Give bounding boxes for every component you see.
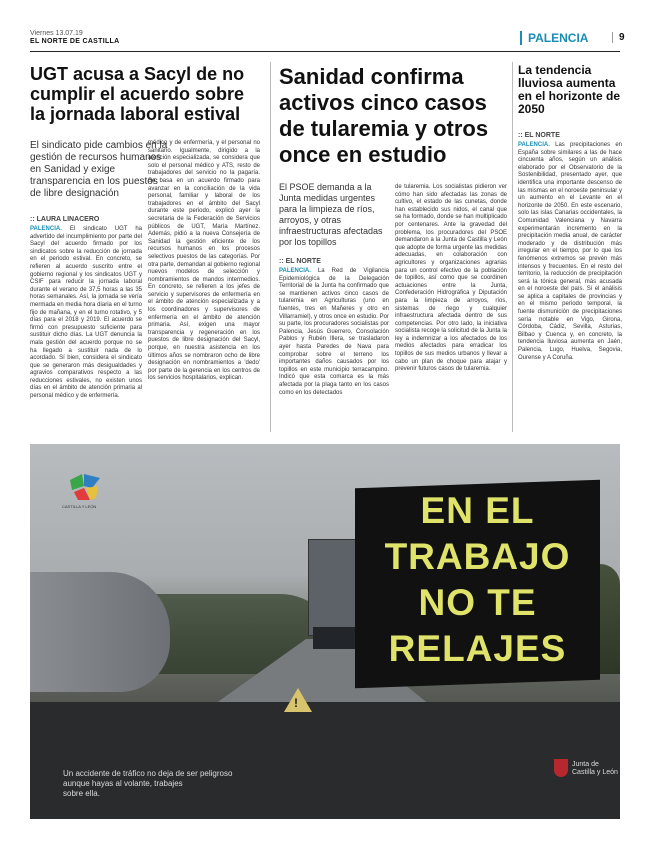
story1-text-1: El sindicato UGT ha advertido del incumplimiento por parte del Sacyl del acuerdo firmado por los sindicatos sobre la reducción de jornada en el periodo estival. En concreto, se refieren al acuerdo suscrito entre el gobierno regional y los sindicatos UGT y CSIF para reducir la jornada laboral durante el verano de 37,5 horas a las 35 horas semanales. Así, la jornada se vería mermada en media hora diaria en el turno fijo de mañana, y en el turno rotativo, y 5 días para el 2018 y 2019. El acuerdo se firmó con presupuesto suficiente para sustituir dicho días. La UGT denuncia la mala gestión del acuerdo porque no se ha llegado a sustituir nada de lo acordado. Sí bien, considera el sindicato que se generaron más desigualdades y agravios comparativos respecto a las reducciones estivales, no existen unos días en el ámbito de atención primaria al personal médico y de enfermería. [30,226,142,400]
road-safety-advertisement [30,444,620,819]
column-divider [512,62,513,432]
ad-dashboard [30,702,620,819]
story2-column-1 [279,268,389,397]
newspaper-name: EL NORTE DE CASTILLA [30,38,120,45]
story3-headline: La tendencia lluviosa aumenta en el horizonte de 2050 [518,63,621,116]
castilla-leon-logo-icon [68,472,102,502]
ad-logo-caption: CASTILLA Y LEÓN [62,504,97,509]
ad-slogan [360,488,595,672]
story2-subhead: El PSOE demanda a la Junta medidas urgentes para la limpieza de ríos, arroyos, y otras infraestructuras afectadas por los topillos [279,182,383,247]
ad-slogan-line: NO TE [418,582,537,623]
story3-text-1: Las precipitaciones en España sobre similares a las de hace cincuenta años, según un análisis elaborado por el Observatorio de la Sostenibilidad, presentado ayer, que identifica una importante descenso de las mismas en el noroeste peninsular y un aumento en el Levante en el horizonte de 2050. En este escenario, solo las islas Canarias occidentales, la Comunidad Valenciana y Navarra experimentarán incremento en la precipitación media anual, de carácter moderado y de distribución más irregular en el tiempo, por lo que los fenómenos extremos se prevén más intensos y frecuentes. En el resto del territorio, la reducción de precipitación será la tónica general, más acusada en el noroeste del país. Si el análisis se aplica a capitales de provincias y en el mismo periodo temporal, la fuente dismunición de precipitaciones sería notable en Vigo, Girona, Córdoba, Cádiz, Sevilla, Asturias, Bilbao y Cuenca y, en concreto, la tendencia lluviosa aumenta en Jaén, Palencia, Lugo, Huelva, Segovia, Ourense y A Coruña. [518,142,622,361]
story1-column-2: médico y de enfermería, y el personal no sanitario. Igualmente, dirigido a la atención especializada, se considera que solo el personal médico y ATS, resto de trabajadores del servicio no la pagaría. Se basa en un acuerdo firmado para avanzar en la conciliación de la vida personal, familiar y laboral de los trabajadores en el ámbito del Sacyl durante este periodo, explicó ayer la secretaria de la Federación de Servicios públicos de UGT, María Martínez. Además, pidió a la nueva Consejería de Sanidad la gestión eficiente de los recursos humanos en los procesos selectivos puestos de las categorías. Por otra parte, demandan al gobierno regional nuevos modelos de selección y nombramientos de mandos intermedios. En concreto, se refieren a los jefes de servicio y supervisores de enfermería en el ámbito de atención especializada y a los coordinadores y supervisores de enfermería en el ámbito de atención primaria. Así, exigen una mayor transparencia y regeneración en los puestos de libre designación del Sacyl, porque, en nuestra asistencia en los últimos años se nombraron ocho de libre designación en nombramientos a 'dedo' por parte de la gerencia en los centros de los servicios hospitalarios, explican. [148,140,260,382]
header-rule [30,51,620,52]
story3-location: PALENCIA. [518,142,550,148]
story1-column-1 [30,226,142,401]
page-number: 9 [612,32,625,43]
story2-headline: Sanidad confirma activos cinco casos de tularemia y otros once en estudio [279,64,489,167]
story2-column-2: de tularemia. Los socialistas pidieron ver cómo han sido afectadas las zonas de cultivo, el estado de las cunetas, donde han establecido sus nidos, el canal que se ha formado, donde se han multiplicado por centenares. Ante la gravedad del problema, los procuradores del PSOE demandaron a la Junta de Castilla y León que adopte de forma urgente las medidas adecuadas, en colaboración con agricultores y organizaciones agrarias para un control efectivo de la población de topillos, así como que se coordinen actuaciones entre la Junta, Confederación Hidrográfica y Diputación para la limpieza de arroyos, ríos, sistemas de riego y cualquier infraestructura afectada dentro de sus competencias. Por otro lado, la iniciativa socialista recoge la solicitud de la Junta la ley a indemnizar a los afectados de los medios afectados para erradicar los topillos de sus medios urbanos y llevar a cabo un plan de choque para atajar y prevenir futuros casos de tularemia. [395,184,507,373]
ad-footer-line: Un accidente de tráfico no deja de ser peligroso [63,769,233,778]
story1-location: PALENCIA. [30,226,62,232]
ad-truck [308,539,362,636]
story2-location: PALENCIA. [279,268,311,274]
ad-slogan-line: RELAJES [388,628,567,669]
ad-footer-line: aunque hayas al volante, trabajes [63,779,183,788]
ad-slogan-line: EN EL [420,490,535,531]
story1-byline: :: LAURA LINACERO [30,216,100,223]
junta-shield-icon [554,759,568,777]
warning-exclamation-icon: ! [294,696,298,710]
story1-subhead: El sindicato pide cambios en la gestión de recursos humanos en Sanidad y exige transparencia en los puestos de libre designación [30,140,168,199]
column-divider [270,62,271,432]
story2-text-1: La Red de Vigilancia Epidemiológica de la Delegación Territorial de la Junta ha confirmado que se mantienen activos cinco casos de tularemia en Agriculturas (uno en fuentes, tres en Mañeres y otro en Villarramiel), y otros once en estudio. Por su parte, los procuradores socialistas por Palencia, Jesús Guerrero, Consolación Pablos y Rubén Illera, se trasladaron ayer hasta Paredes de Nava para comprobar sobre el terreno los importantes daños causados por los topillos en este municipio terracampino. Indicó que esta comarca es la más afectada por la plaga tanto en los casos como en los detectados [279,268,389,396]
warning-triangle-icon [284,688,312,712]
ad-driver-arm [30,572,170,692]
ad-footer-text [63,769,363,799]
sponsor-line: Castilla y León [572,769,618,776]
story3-byline: :: EL NORTE [518,132,560,139]
story2-byline: :: EL NORTE [279,258,321,265]
sponsor-name [572,761,618,777]
story3-column-1 [518,142,622,362]
ad-truck-cab [313,627,355,649]
ad-footer-line: sobre ella. [63,789,100,798]
issue-date: Viernes 13.07.19 [30,30,83,37]
sponsor-line: Junta de [572,761,599,768]
ad-slogan-line: TRABAJO [384,536,571,577]
section-label: PALENCIA [520,31,588,45]
story1-headline: UGT acusa a Sacyl de no cumplir el acuerdo sobre la jornada laboral estival [30,64,245,124]
